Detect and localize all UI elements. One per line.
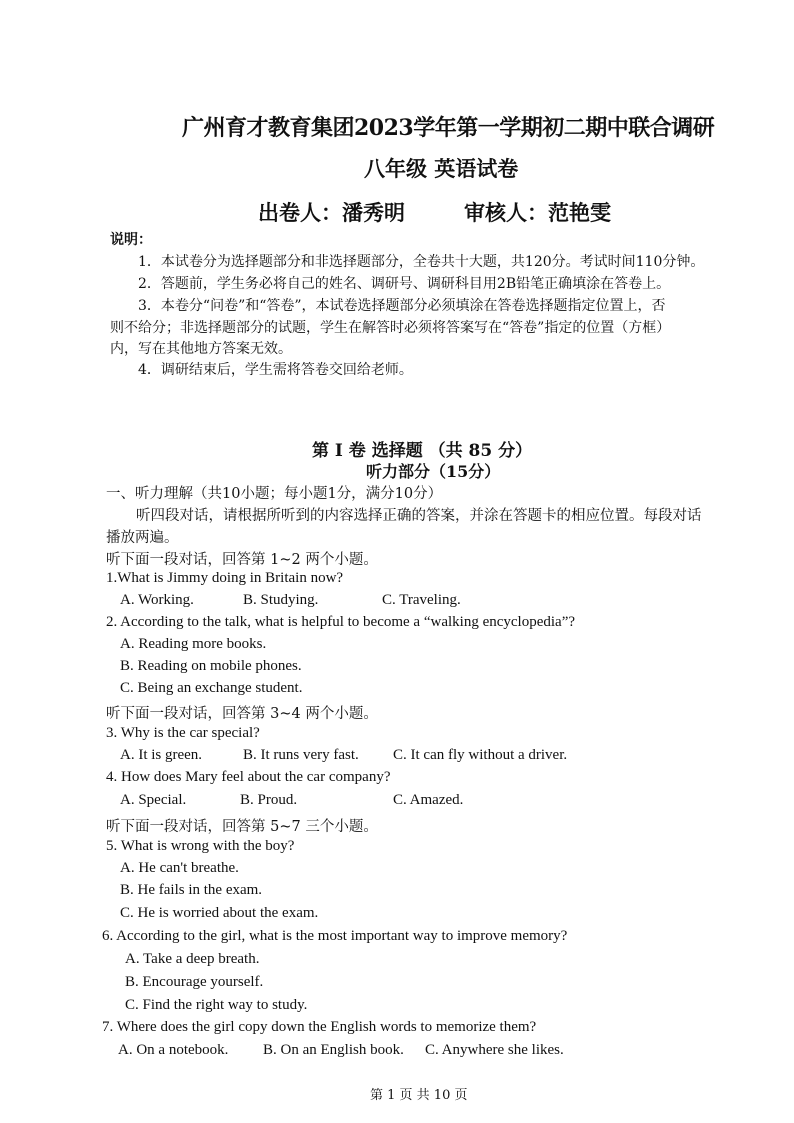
section-one-heading: 一、听力理解（共10小题；每小题1分，满分10分） xyxy=(106,486,443,502)
question-5: 5. What is wrong with the boy? xyxy=(106,838,295,854)
question-7-option-b: B. On an English book. xyxy=(263,1042,404,1058)
instruction-item-3-line-2: 则不给分；非选择题部分的试题，学生在解答时必须将答案写在“答卷”指定的位置（方框） xyxy=(110,320,671,336)
question-3-option-c: C. It can fly without a driver. xyxy=(393,747,568,763)
question-7: 7. Where does the girl copy down the English words to memorize them? xyxy=(102,1019,537,1035)
instruction-item-3-line-3: 内，写在其他地方答案无效。 xyxy=(110,341,292,357)
page-number: 第 1 页 共 10 页 xyxy=(370,1088,468,1103)
question-3: 3. Why is the car special? xyxy=(106,725,260,741)
question-4-option-c: C. Amazed. xyxy=(393,792,464,808)
setter-name: 出卷人：潘秀明 xyxy=(258,200,405,225)
instruction-item-4: 4．调研结束后，学生需将答卷交回给老师。 xyxy=(138,362,413,378)
exam-title: 广州育才教育集团2023学年第一学期初二期中联合调研 xyxy=(182,115,715,141)
question-7-option-a: A. On a notebook. xyxy=(118,1042,229,1058)
question-5-option-b: B. He fails in the exam. xyxy=(120,882,263,898)
dialogue-prompt: 听下面一段对话，回答第 3~4 两个小题。 xyxy=(106,706,378,722)
question-4-option-a: A. Special. xyxy=(120,792,187,808)
question-2-option-c: C. Being an exchange student. xyxy=(120,680,303,696)
reviewer-name: 审核人：范艳雯 xyxy=(464,200,611,225)
question-1: 1.What is Jimmy doing in Britain now? xyxy=(106,570,344,586)
dialogue-prompt: 听下面一段对话，回答第 1~2 两个小题。 xyxy=(106,552,378,568)
question-2: 2. According to the talk, what is helpful to become a “walking encyclopedia”? xyxy=(106,614,576,630)
question-1-option-b: B. Studying. xyxy=(243,592,319,608)
question-3-option-b: B. It runs very fast. xyxy=(243,747,359,763)
question-2-option-b: B. Reading on mobile phones. xyxy=(120,658,302,674)
question-4-option-b: B. Proud. xyxy=(240,792,298,808)
question-1-option-a: A. Working. xyxy=(120,592,194,608)
question-7-option-c: C. Anywhere she likes. xyxy=(425,1042,564,1058)
section-one-description-line-1: 听四段对话，请根据所听到的内容选择正确的答案，并涂在答题卡的相应位置。每段对话 xyxy=(136,508,702,524)
grade-subject-line: 八年级 英语试卷 xyxy=(364,156,519,181)
question-5-option-c: C. He is worried about the exam. xyxy=(120,905,319,921)
listening-section-title: 听力部分（15分） xyxy=(366,462,501,481)
instruction-item-3-line-1: 3．本卷分“问卷”和“答卷”，本试卷选择题部分必须填涂在答卷选择题指定位置上，否 xyxy=(138,298,666,314)
part-one-title: 第 Ⅰ 卷 选择题 （共 85 分） xyxy=(312,441,533,461)
instruction-item-1: 1．本试卷分为选择题部分和非选择题部分，全卷共十大题，共120分。考试时间110分钟。 xyxy=(138,254,705,270)
section-one-description-line-2: 播放两遍。 xyxy=(106,530,179,546)
question-5-option-a: A. He can't breathe. xyxy=(120,860,239,876)
instruction-item-2: 2．答题前，学生务必将自己的姓名、调研号、调研科目用2B铅笔正确填涂在答卷上。 xyxy=(138,276,671,292)
question-4: 4. How does Mary feel about the car company? xyxy=(106,769,391,785)
question-6-option-a: A. Take a deep breath. xyxy=(125,951,260,967)
question-3-option-a: A. It is green. xyxy=(120,747,203,763)
question-1-option-c: C. Traveling. xyxy=(382,592,461,608)
question-6: 6. According to the girl, what is the most important way to improve memory? xyxy=(102,928,568,944)
question-2-option-a: A. Reading more books. xyxy=(120,636,267,652)
question-6-option-b: B. Encourage yourself. xyxy=(125,974,264,990)
instructions-heading: 说明： xyxy=(110,232,152,248)
question-6-option-c: C. Find the right way to study. xyxy=(125,997,308,1013)
dialogue-prompt: 听下面一段对话，回答第 5~7 三个小题。 xyxy=(106,819,378,835)
